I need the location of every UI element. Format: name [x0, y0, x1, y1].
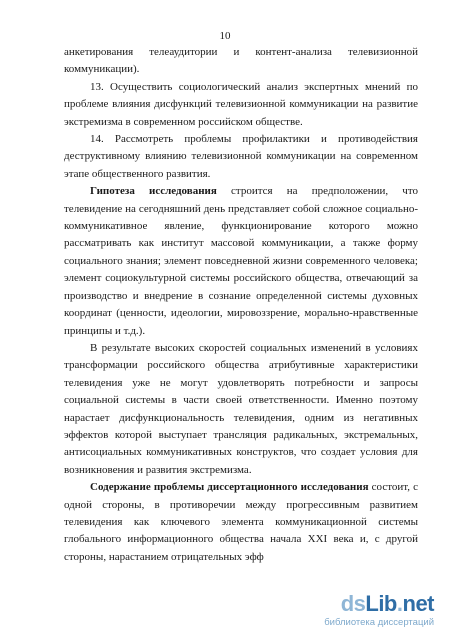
paragraph-social-changes: В результате высоких скоростей социальных изменений в условиях трансформации российского общества атрибутивные характеристики телевидения уже не могут удовлетворять потребности и запросы социальной системы в части своей ответственности. Именно поэтому нарастает дисфункциональность телевидения, одним из негативных эффектов которой выступает трансляция радикальных, экстремальных, антисоциальных коммуникативных конструктов, что создает условия для возникновения и развития экстремизма.	[64, 341, 418, 476]
paragraph-problem-content	[64, 479, 418, 566]
paragraph-hypothesis	[64, 183, 418, 340]
paragraph-1: анкетирования телеаудитории и контент-анализа телевизионной коммуникации).	[64, 46, 418, 76]
hypothesis-text: строится на предположении, что телевидение на сегодняшний день представляет собой сложное социально-коммуникативное явление, функционирование которого можно рассматривать как институт массовой коммуникации, а также форму социального знания; элемент повседневной жизни современного человека; элемент социокультурной системы российского общества, отвечающий за производство и внедрение в сознание определенной системы духовных координат (ценности, идеологии, мировоззрение, морально-нравственные принципы и т.д.).	[64, 185, 419, 337]
hypothesis-heading: Гипотеза исследования	[90, 185, 217, 198]
page-number: 10	[219, 30, 231, 42]
problem-text: состоит, с одной стороны, в противоречии между прогрессивным развитием телевидения как ключевого элемента коммуникационной системы глобального информационного общества начала XXI века и, с другой стороны, нарастанием отрицательных эфф	[64, 481, 418, 563]
paragraph-task-14: 14. Рассмотреть проблемы профилактики и противодействия деструктивному влиянию телевизионной коммуникации на современном этапе общественного развития.	[64, 133, 418, 180]
dslib-logo: dsLib.net	[340, 591, 434, 616]
problem-heading: Содержание проблемы диссертационного исследования	[90, 481, 369, 494]
paragraph-task-13: 13. Осуществить социологический анализ экспертных мнений по проблеме влияния дисфункций телевизионной коммуникации на развитие экстремизма в современном российском обществе.	[64, 80, 418, 128]
dslib-watermark	[308, 591, 436, 631]
dslib-subtitle: библиотека диссертаций	[324, 617, 434, 628]
document-body	[64, 44, 418, 566]
